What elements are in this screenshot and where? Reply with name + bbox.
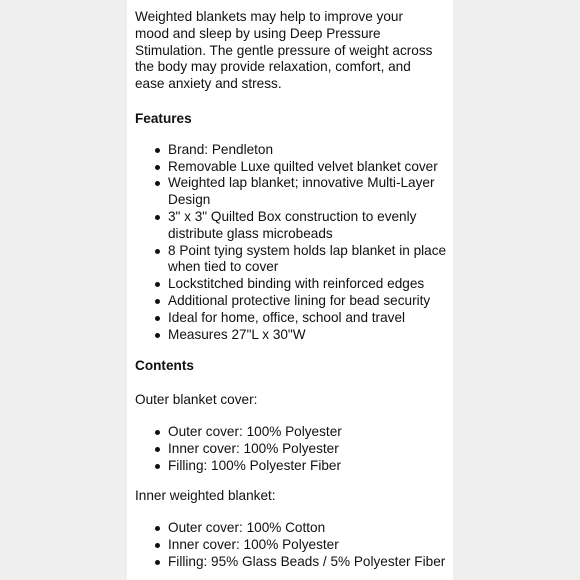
list-item: Outer cover: 100% Cotton — [135, 520, 452, 537]
list-item: Removable Luxe quilted velvet blanket cover — [135, 159, 452, 176]
features-list — [135, 142, 453, 344]
list-item: Ideal for home, office, school and travel — [135, 310, 452, 327]
inner-blanket-list — [135, 520, 453, 570]
list-item: Additional protective lining for bead security — [135, 293, 452, 310]
list-item: Filling: 100% Polyester Fiber — [135, 458, 452, 475]
list-item: Weighted lap blanket; innovative Multi-Layer Design — [135, 175, 452, 209]
list-item: Inner cover: 100% Polyester — [135, 441, 452, 458]
list-item: Measures 27"L x 30"W — [135, 327, 452, 344]
inner-blanket-label: Inner weighted blanket: — [135, 488, 276, 504]
product-description — [127, 0, 453, 580]
list-item: Inner cover: 100% Polyester — [135, 537, 452, 554]
outer-cover-label: Outer blanket cover: — [135, 392, 258, 408]
list-item: 3" x 3" Quilted Box construction to evenly distribute glass microbeads — [135, 209, 452, 243]
contents-heading: Contents — [135, 358, 194, 374]
features-heading: Features — [135, 110, 192, 126]
intro-paragraph: Weighted blankets may help to improve your mood and sleep by using Deep Pressure Stimulation. The gentle pressure of weight across the body may provide relaxation, comfort, and ease anxiety and stress. — [135, 9, 433, 92]
list-item: Filling: 95% Glass Beads / 5% Polyester Fiber — [135, 554, 452, 571]
list-item: Lockstitched binding with reinforced edges — [135, 276, 452, 293]
list-item: Outer cover: 100% Polyester — [135, 424, 452, 441]
list-item: 8 Point tying system holds lap blanket in place when tied to cover — [135, 243, 452, 277]
outer-cover-list — [135, 424, 453, 474]
list-item: Brand: Pendleton — [135, 142, 452, 159]
